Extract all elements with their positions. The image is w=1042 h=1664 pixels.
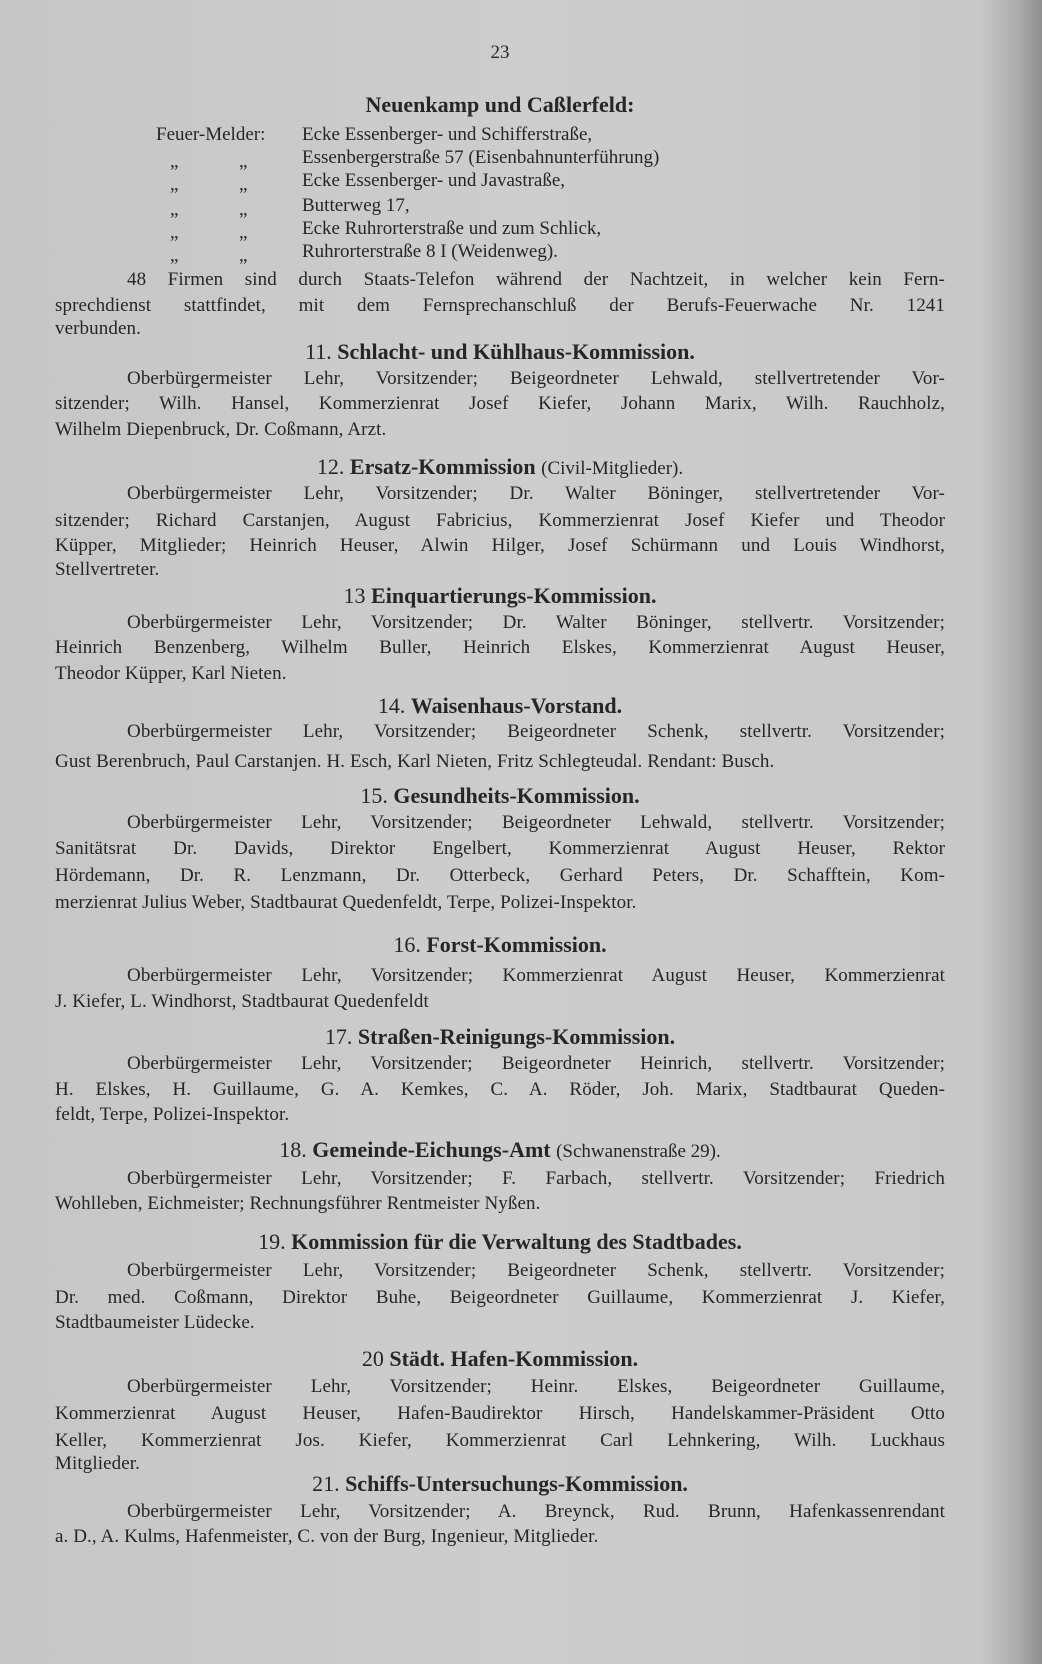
- member-line: Heinrich Benzenberg, Wilhelm Buller, Heinrich Elskes, Kommerzienrat August Heuser,: [55, 637, 945, 658]
- fire-alarm-location: Ruhrorterstraße 8 I (Weidenweg).: [302, 241, 558, 262]
- ditto-mark: „: [170, 245, 179, 266]
- member-line: sitzender; Richard Carstanjen, August Fabricius, Kommerzienrat Josef Kiefer und Theodor: [55, 510, 945, 531]
- section-number: 17.: [324, 1024, 353, 1049]
- member-line: feldt, Terpe, Polizei-Inspektor.: [55, 1104, 290, 1125]
- section-number: 11.: [305, 339, 332, 364]
- member-line: Stellvertreter.: [55, 559, 160, 580]
- section-heading: [55, 338, 945, 366]
- ditto-mark: „: [239, 151, 248, 172]
- section-title: Forst-Kommission.: [426, 932, 607, 957]
- member-line: Oberbürgermeister Lehr, Vorsitzender; Beigeordneter Schenk, stellvertr. Vorsitzender;: [127, 1260, 945, 1281]
- section-title: Kommission für die Verwaltung des Stadtbades.: [291, 1229, 742, 1254]
- fire-alarm-location: Butterweg 17,: [302, 195, 410, 216]
- member-line: Oberbürgermeister Lehr, Vorsitzender; F. Farbach, stellvertr. Vorsitzender; Friedrich: [127, 1168, 945, 1189]
- section-subtitle: (Schwanenstraße 29).: [556, 1141, 721, 1162]
- section-title: Straßen-Reinigungs-Kommission.: [357, 1024, 676, 1049]
- section-heading: [55, 1136, 945, 1164]
- member-line: Oberbürgermeister Lehr, Vorsitzender; Kommerzienrat August Heuser, Kommerzienrat: [127, 965, 945, 986]
- page-number: 23: [490, 42, 510, 63]
- section-title: Einquartierungs-Kommission.: [371, 583, 657, 608]
- member-line: merzienrat Julius Weber, Stadtbaurat Quedenfeldt, Terpe, Polizei-Inspektor.: [55, 892, 637, 913]
- member-line: Dr. med. Coßmann, Direktor Buhe, Beigeordneter Guillaume, Kommerzienrat J. Kiefer,: [55, 1287, 945, 1308]
- section-title: Gemeinde-Eichungs-Amt: [312, 1137, 551, 1162]
- member-line: Mitglieder.: [55, 1453, 141, 1474]
- member-line: Gust Berenbruch, Paul Carstanjen. H. Esch, Karl Nieten, Fritz Schlegteudal. Rendant: Busch.: [55, 751, 775, 772]
- ditto-mark: „: [170, 151, 179, 172]
- member-line: Stadtbaumeister Lüdecke.: [55, 1312, 255, 1333]
- section-number: 15.: [360, 783, 388, 808]
- heading-text: Neuenkamp und Caßlerfeld:: [365, 92, 635, 117]
- member-line: J. Kiefer, L. Windhorst, Stadtbaurat Quedenfeldt: [55, 991, 429, 1012]
- member-line: Küpper, Mitglieder; Heinrich Heuser, Alwin Hilger, Josef Schürmann und Louis Windhorst,: [55, 535, 945, 556]
- member-line: Hördemann, Dr. R. Lenzmann, Dr. Otterbeck, Gerhard Peters, Dr. Schafftein, Kom-: [55, 865, 945, 886]
- fire-alarm-location: Essenbergerstraße 57 (Eisenbahnunterführung): [302, 147, 660, 168]
- section-title: Städt. Hafen-Kommission.: [389, 1346, 639, 1371]
- section-number: 12.: [316, 454, 345, 479]
- paragraph-line: 48 Firmen sind durch Staats-Telefon während der Nachtzeit, in welcher kein Fern-: [127, 269, 945, 290]
- ditto-mark: „: [170, 174, 179, 195]
- section-heading: [55, 931, 945, 959]
- fire-alarm-location: Ecke Essenberger- und Schifferstraße,: [302, 124, 593, 145]
- section-subtitle: (Civil-Mitglieder).: [541, 458, 684, 479]
- section-number: 19.: [258, 1229, 286, 1254]
- section-heading: [55, 1228, 945, 1256]
- section-number: 13: [343, 583, 366, 608]
- section-heading: [55, 782, 945, 810]
- section-heading: [55, 582, 945, 610]
- ditto-mark: „: [170, 199, 179, 220]
- ditto-mark: „: [239, 222, 248, 243]
- member-line: Oberbürgermeister Lehr, Vorsitzender; A. Breynck, Rud. Brunn, Hafenkassenrendant: [127, 1501, 945, 1522]
- section-title: Schiffs-Untersuchungs-Kommission.: [345, 1471, 688, 1496]
- fire-alarm-location: Ecke Ruhrorterstraße und zum Schlick,: [302, 218, 602, 239]
- member-line: sitzender; Wilh. Hansel, Kommerzienrat Josef Kiefer, Johann Marix, Wilh. Rauchholz,: [55, 393, 945, 414]
- member-line: Oberbürgermeister Lehr, Vorsitzender; Beigeordneter Schenk, stellvertr. Vorsitzender;: [127, 721, 945, 742]
- member-line: Oberbürgermeister Lehr, Vorsitzender; Beigeordneter Lehwald, stellvertr. Vorsitzender;: [127, 812, 945, 833]
- section-title: Waisenhaus-Vorstand.: [410, 693, 623, 718]
- member-line: H. Elskes, H. Guillaume, G. A. Kemkes, C. A. Röder, Joh. Marix, Stadtbaurat Queden-: [55, 1079, 945, 1100]
- member-line: Oberbürgermeister Lehr, Vorsitzender; Dr. Walter Böninger, stellvertr. Vorsitzender;: [127, 612, 945, 633]
- member-line: Oberbürgermeister Lehr, Vorsitzender; Dr. Walter Böninger, stellvertretender Vor-: [127, 483, 945, 504]
- intro-heading: [55, 91, 945, 119]
- member-line: Oberbürgermeister Lehr, Vorsitzender; Heinr. Elskes, Beigeordneter Guillaume,: [127, 1376, 945, 1397]
- section-heading: [55, 692, 945, 720]
- member-line: Oberbürgermeister Lehr, Vorsitzender; Beigeordneter Heinrich, stellvertr. Vorsitzender;: [127, 1053, 945, 1074]
- ditto-mark: „: [239, 245, 248, 266]
- member-line: Theodor Küpper, Karl Nieten.: [55, 663, 287, 684]
- member-line: Wohlleben, Eichmeister; Rechnungsführer Rentmeister Nyßen.: [55, 1193, 541, 1214]
- section-title: Gesundheits-Kommission.: [393, 783, 640, 808]
- member-line: Keller, Kommerzienrat Jos. Kiefer, Kommerzienrat Carl Lehnkering, Wilh. Luckhaus: [55, 1430, 945, 1451]
- section-heading: [55, 1470, 945, 1498]
- ditto-mark: „: [170, 222, 179, 243]
- member-line: Sanitätsrat Dr. Davids, Direktor Engelbert, Kommerzienrat August Heuser, Rektor: [55, 838, 945, 859]
- fire-alarm-location: Ecke Essenberger- und Javastraße,: [302, 170, 566, 191]
- member-line: Wilhelm Diepenbruck, Dr. Coßmann, Arzt.: [55, 419, 387, 440]
- section-number: 20: [361, 1346, 384, 1371]
- section-number: 16.: [393, 932, 421, 957]
- section-heading: [55, 453, 945, 481]
- member-line: a. D., A. Kulms, Hafenmeister, C. von der Burg, Ingenieur, Mitglieder.: [55, 1526, 599, 1547]
- section-number: 18.: [279, 1137, 307, 1162]
- section-number: 14.: [377, 693, 406, 718]
- section-heading: [55, 1023, 945, 1051]
- fire-alarm-label: Feuer-Melder:: [156, 124, 266, 145]
- paragraph-line: sprechdienst stattfindet, mit dem Fernsprechanschluß der Berufs-Feuerwache Nr. 1241: [55, 295, 945, 316]
- ditto-mark: „: [239, 199, 248, 220]
- section-number: 21.: [312, 1471, 340, 1496]
- ditto-mark: „: [239, 174, 248, 195]
- section-title: Schlacht- und Kühlhaus-Kommission.: [337, 339, 695, 364]
- section-heading: [55, 1345, 945, 1373]
- section-title: Ersatz-Kommission: [349, 454, 536, 479]
- member-line: Oberbürgermeister Lehr, Vorsitzender; Beigeordneter Lehwald, stellvertretender Vor-: [127, 368, 945, 389]
- paragraph-line: verbunden.: [55, 318, 141, 339]
- member-line: Kommerzienrat August Heuser, Hafen-Baudirektor Hirsch, Handelskammer-Präsident Otto: [55, 1403, 945, 1424]
